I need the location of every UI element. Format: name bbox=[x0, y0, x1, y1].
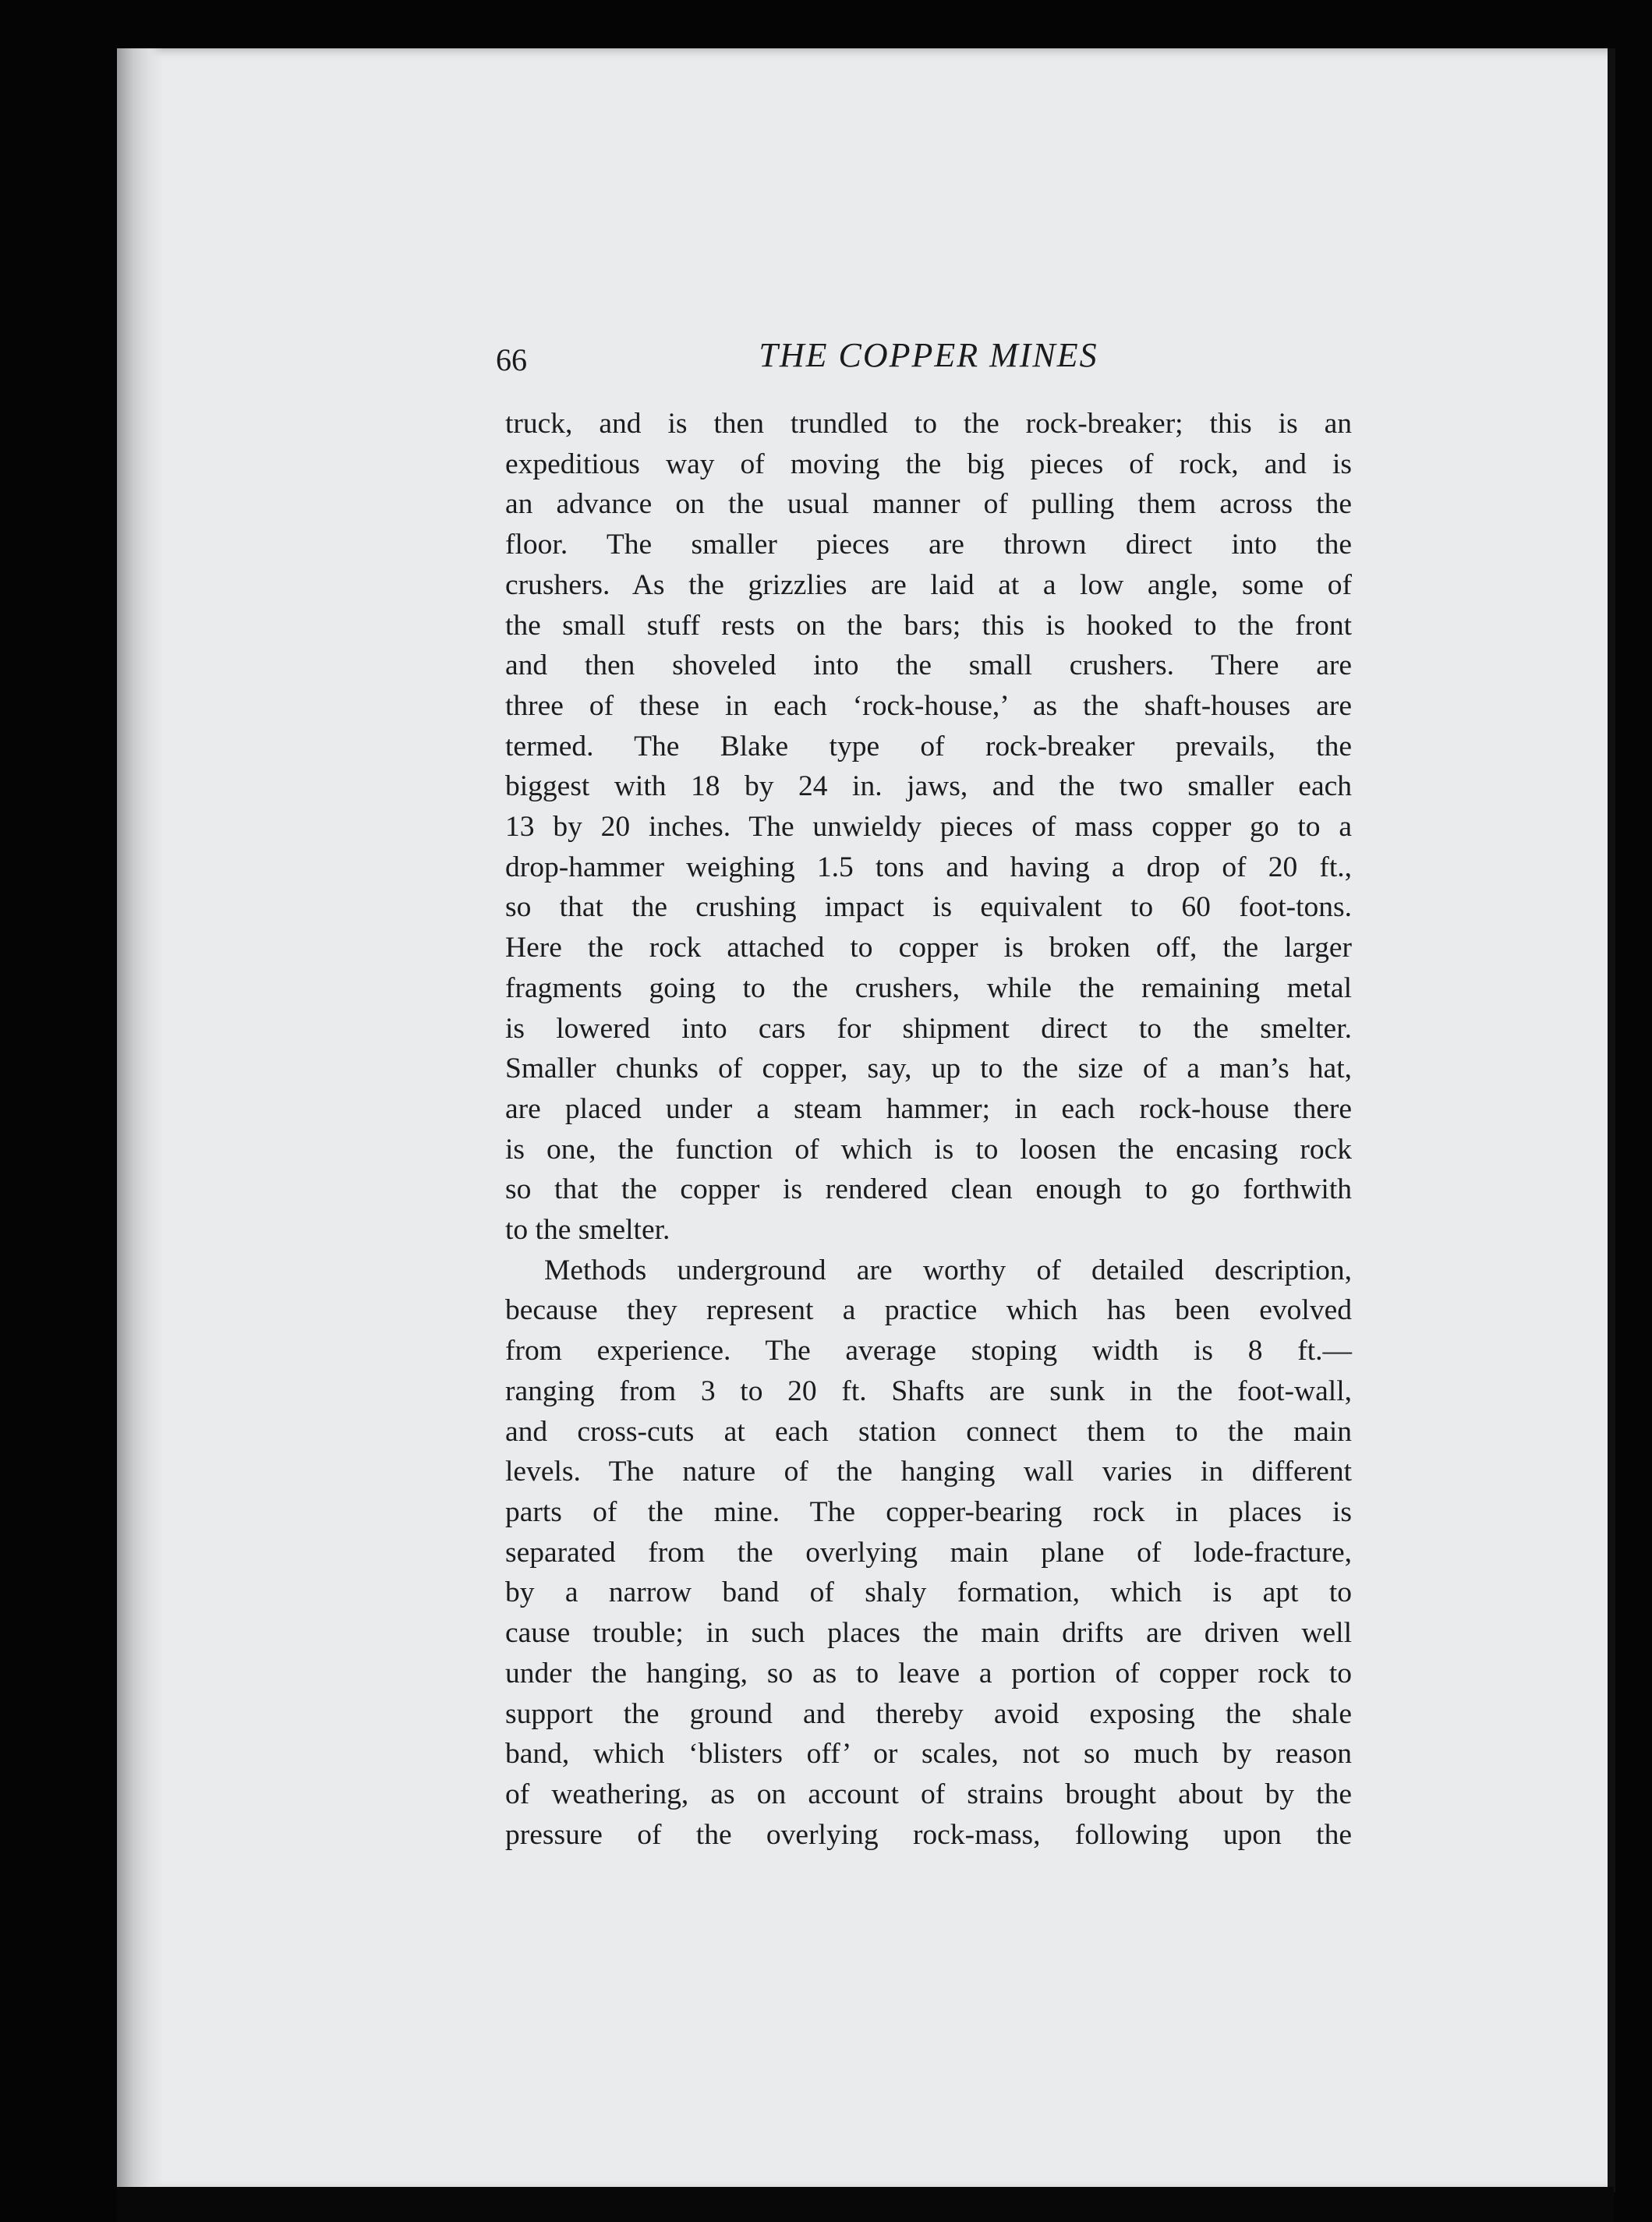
running-head bbox=[496, 335, 1361, 398]
text-line: crushers. As the grizzlies are laid at a low angle, some of bbox=[505, 568, 1352, 601]
text-line: 13 by 20 inches. The unwieldy pieces of mass copper go to a bbox=[505, 811, 1352, 844]
text-line: Here the rock attached to copper is broken off, the larger bbox=[505, 932, 1352, 964]
text-line: of weathering, as on account of strains brought about by the bbox=[505, 1778, 1352, 1810]
text-line: drop-hammer weighing 1.5 tons and having a drop of 20 ft., bbox=[505, 851, 1352, 883]
text-line: biggest with 18 by 24 in. jaws, and the two smaller each bbox=[505, 770, 1352, 803]
page-binding-edge bbox=[117, 48, 164, 2192]
body-text bbox=[505, 404, 1352, 1855]
text-line: by a narrow band of shaly formation, which is apt to bbox=[505, 1576, 1352, 1609]
text-line: cause trouble; in such places the main drifts are driven well bbox=[505, 1617, 1352, 1650]
text-line: and cross-cuts at each station connect them to the main bbox=[505, 1415, 1352, 1448]
text-line: under the hanging, so as to leave a portion of copper rock to bbox=[505, 1657, 1352, 1689]
text-line: is lowered into cars for shipment direct to the smelter. bbox=[505, 1012, 1352, 1045]
text-line: so that the copper is rendered clean enough to go forthwith bbox=[505, 1173, 1352, 1206]
text-line: parts of the mine. The copper-bearing rock in places is bbox=[505, 1495, 1352, 1528]
text-line: truck, and is then trundled to the rock-breaker; this is an bbox=[505, 408, 1352, 440]
text-line: an advance on the usual manner of pulling them across the bbox=[505, 488, 1352, 521]
text-line: ranging from 3 to 20 ft. Shafts are sunk in the foot-wall, bbox=[505, 1375, 1352, 1407]
text-line: from experience. The average stoping width is 8 ft.— bbox=[505, 1335, 1352, 1368]
text-line: is one, the function of which is to loosen the encasing rock bbox=[505, 1133, 1352, 1166]
text-line: levels. The nature of the hanging wall varies in different bbox=[505, 1456, 1352, 1488]
text-line: band, which ‘blisters off’ or scales, not so much by reason bbox=[505, 1738, 1352, 1771]
paragraph-2 bbox=[505, 1251, 1352, 1856]
text-line: and then shoveled into the small crushers. There are bbox=[505, 649, 1352, 682]
text-line: expeditious way of moving the big pieces of rock, and is bbox=[505, 448, 1352, 480]
text-line: the small stuff rests on the bars; this is hooked to the front bbox=[505, 609, 1352, 642]
text-line: because they represent a practice which has been evolved bbox=[505, 1294, 1352, 1327]
text-line: to the smelter. bbox=[505, 1214, 670, 1247]
text-line: pressure of the overlying rock-mass, following upon the bbox=[505, 1818, 1352, 1851]
page-right-edge bbox=[1608, 48, 1615, 2192]
text-line: support the ground and thereby avoid exposing the shale bbox=[505, 1697, 1352, 1730]
text-line: are placed under a steam hammer; in each rock-house there bbox=[505, 1092, 1352, 1125]
text-line: so that the crushing impact is equivalent to 60 foot-tons. bbox=[505, 891, 1352, 924]
text-line: fragments going to the crushers, while the remaining metal bbox=[505, 971, 1352, 1004]
text-line: Smaller chunks of copper, say, up to the size of a man’s hat, bbox=[505, 1053, 1352, 1085]
text-line: Methods underground are worthy of detailed description, bbox=[544, 1254, 1352, 1286]
page-number: 66 bbox=[496, 342, 527, 377]
running-title: THE COPPER MINES bbox=[759, 336, 1098, 374]
paragraph-1 bbox=[505, 404, 1352, 1251]
page-bottom-edge bbox=[117, 2187, 1614, 2222]
text-line: three of these in each ‘rock-house,’ as the shaft-houses are bbox=[505, 689, 1352, 722]
text-line: termed. The Blake type of rock-breaker prevails, the bbox=[505, 730, 1352, 762]
text-line: floor. The smaller pieces are thrown direct into the bbox=[505, 529, 1352, 561]
text-line: separated from the overlying main plane of lode-fracture, bbox=[505, 1536, 1352, 1569]
